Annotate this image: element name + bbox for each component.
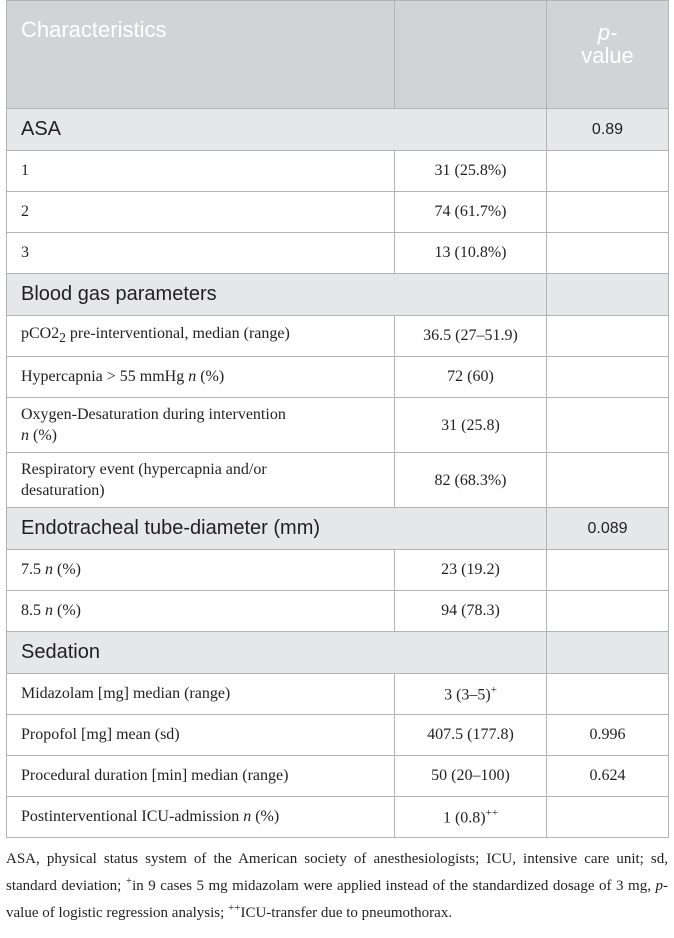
section-row-asa (7, 109, 669, 151)
table-row (7, 316, 669, 357)
table-row (7, 797, 669, 838)
row-p-value: 0.996 (547, 715, 669, 756)
row-p-value (547, 797, 669, 838)
row-value: 31 (25.8) (395, 398, 547, 453)
row-label: 1 (7, 151, 395, 192)
row-label: 2 (7, 192, 395, 233)
header-characteristics: Characteristics (7, 1, 395, 109)
row-p-value (547, 192, 669, 233)
section-p-value: 0.89 (547, 109, 669, 151)
row-label: 3 (7, 233, 395, 274)
row-p-value (547, 550, 669, 591)
row-label: Propofol [mg] mean (sd) (7, 715, 395, 756)
section-p-value: 0.089 (547, 508, 669, 550)
section-title: Blood gas parameters (7, 274, 547, 316)
row-p-value (547, 398, 669, 453)
table-row (7, 453, 669, 508)
header-value (395, 1, 547, 109)
row-p-value (547, 453, 669, 508)
table-row (7, 357, 669, 398)
row-label: Midazolam [mg] median (range) (7, 674, 395, 715)
table-row (7, 674, 669, 715)
row-value: 36.5 (27–51.9) (395, 316, 547, 357)
table-row (7, 756, 669, 797)
row-value: 50 (20–100) (395, 756, 547, 797)
row-p-value (547, 591, 669, 632)
row-value: 82 (68.3%) (395, 453, 547, 508)
table-footnote: ASA, physical status system of the American society of anesthesiologists; ICU, intensive care unit; sd, standard deviation; +in 9 cases 5 mg midazolam were applied instead of the standardized dosage of 3 mg, p-value of logistic regression analysis; ++ICU-transfer due to pneumothorax. (6, 851, 668, 921)
row-value: 407.5 (177.8) (395, 715, 547, 756)
table-row (7, 151, 669, 192)
section-title: Endotracheal tube-diameter (mm) (7, 508, 547, 550)
row-value: 94 (78.3) (395, 591, 547, 632)
section-row-blood-gas (7, 274, 669, 316)
row-value: 13 (10.8%) (395, 233, 547, 274)
row-label: 8.5 n (%) (7, 591, 395, 632)
section-row-sedation (7, 632, 669, 674)
table-row (7, 550, 669, 591)
row-label: Respiratory event (hypercapnia and/or desaturation) (7, 453, 395, 508)
section-row-tube-diameter (7, 508, 669, 550)
row-value: 3 (3–5)+ (395, 674, 547, 715)
table-row (7, 591, 669, 632)
row-value: 23 (19.2) (395, 550, 547, 591)
row-label: Hypercapnia > 55 mmHg n (%) (7, 357, 395, 398)
row-label: Procedural duration [min] median (range) (7, 756, 395, 797)
row-p-value (547, 357, 669, 398)
row-value: 72 (60) (395, 357, 547, 398)
row-label: Postinterventional ICU-admission n (%) (7, 797, 395, 838)
table-row (7, 233, 669, 274)
row-value: 1 (0.8)++ (395, 797, 547, 838)
row-label: 7.5 n (%) (7, 550, 395, 591)
section-title: Sedation (7, 632, 547, 674)
table-header-row (7, 1, 669, 109)
table-row (7, 192, 669, 233)
table-row (7, 398, 669, 453)
row-p-value (547, 151, 669, 192)
row-p-value (547, 316, 669, 357)
row-value: 74 (61.7%) (395, 192, 547, 233)
row-label: $pCO2_2$ pre-interventional, median (range) (7, 316, 395, 357)
row-p-value: 0.624 (547, 756, 669, 797)
row-p-value (547, 233, 669, 274)
table-row (7, 715, 669, 756)
section-p-value (547, 274, 669, 316)
header-p-value: p- value (547, 1, 669, 109)
characteristics-table (6, 0, 669, 838)
row-label: Oxygen-Desaturation during intervention n (%) (7, 398, 395, 453)
section-p-value (547, 632, 669, 674)
row-value: 31 (25.8%) (395, 151, 547, 192)
row-p-value (547, 674, 669, 715)
section-title: ASA (7, 109, 547, 151)
